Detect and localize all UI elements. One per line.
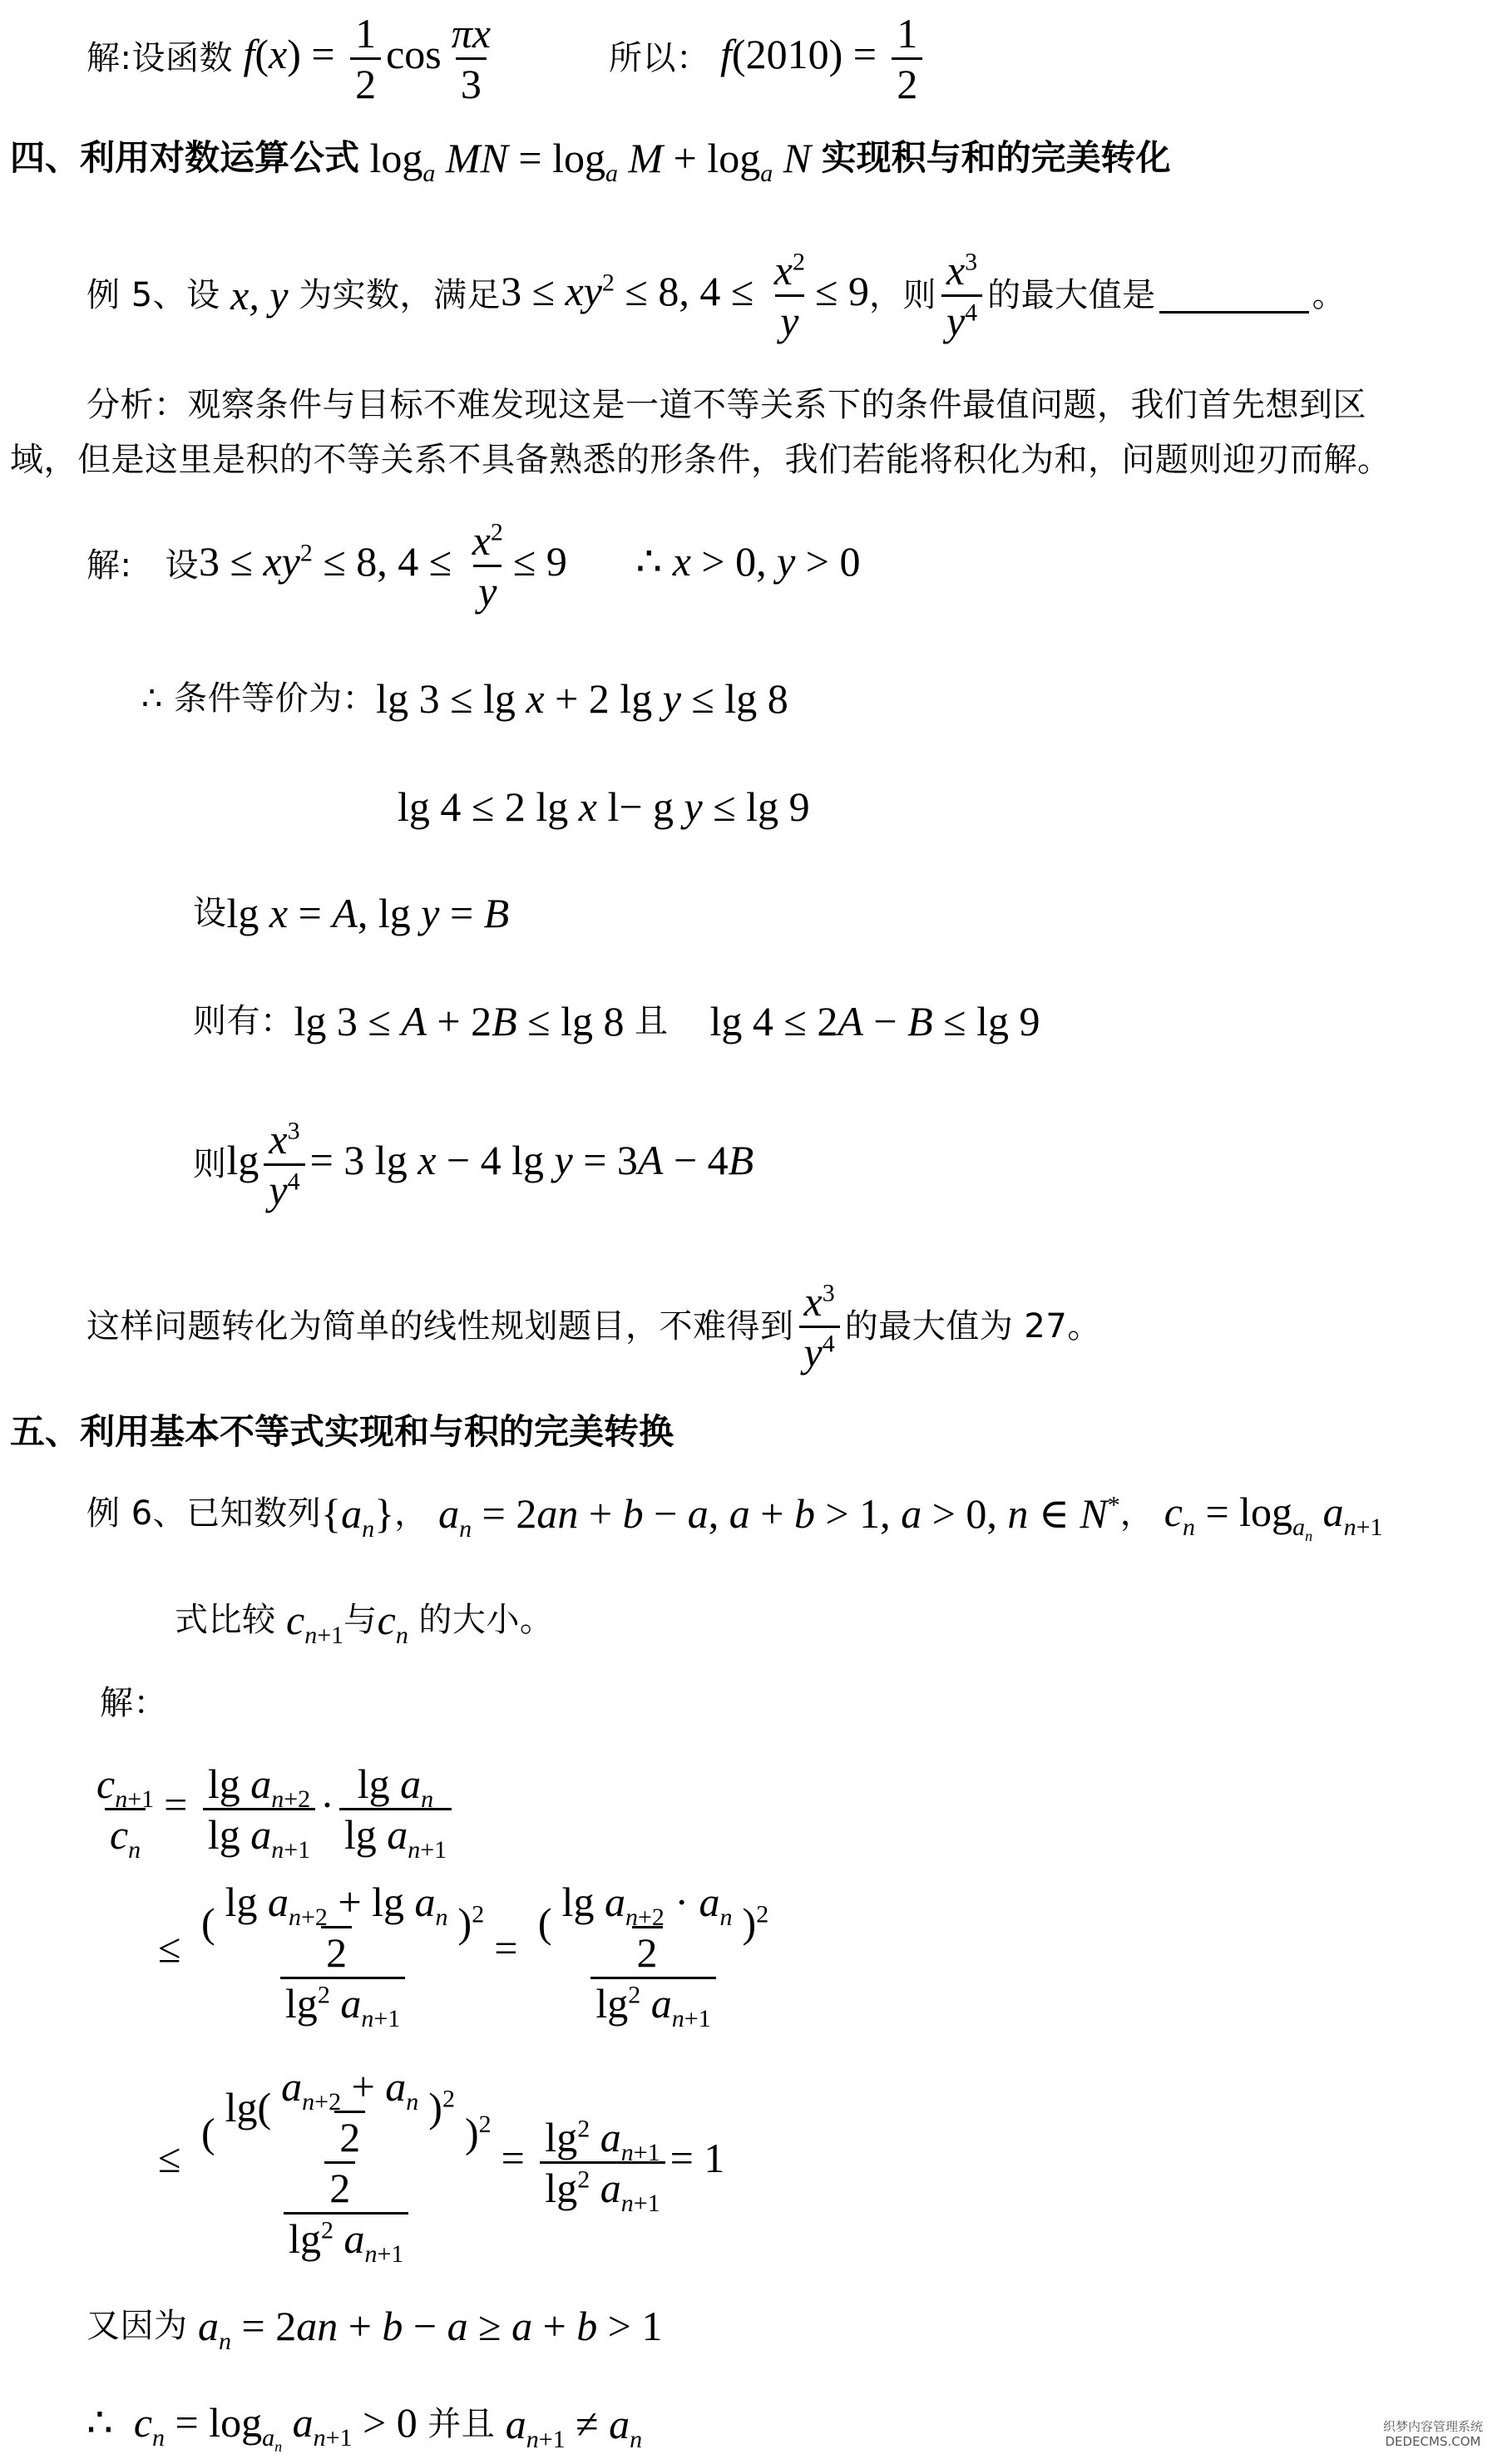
ex5-condition: $3 \le xy^2 \le 8$, 4 ≤ $\frac{x^2}{y}$ ≤ 9 — [501, 246, 869, 344]
ex5-period: 。 — [1312, 276, 1346, 314]
formula-target-2: $\frac{x^3}{y^4}$ — [794, 1281, 845, 1373]
formula-ab-cond-1: lg 3 ≤ A + 2B ≤ lg 8 — [294, 998, 635, 1044]
solution-line-6 — [193, 1106, 754, 1222]
formula-sequence: $\{a_n\}$ — [321, 1490, 395, 1543]
inequality-line-1 — [158, 1869, 778, 2036]
formula-lg-cond-2: lg 4 ≤ 2 lg x l− g y ≤ lg 9 — [398, 783, 810, 830]
solution-line-4 — [193, 888, 509, 938]
solution-line-2 — [141, 674, 788, 723]
again-text: 又因为 — [86, 2307, 188, 2345]
ex5-text-2: ，则 — [868, 276, 936, 314]
line-1 — [86, 8, 927, 108]
formula-f2010: f(2010) = $\frac{1}{2}$ — [710, 12, 928, 105]
heading-section-5: 五、利用基本不等式实现和与积的完美转换 — [10, 1411, 674, 1452]
example-6 — [86, 1484, 1382, 1543]
formula-cn: $c_n$ — [377, 1597, 408, 1649]
sol-conclusion: 这样问题转化为简单的线性规划题目，不难得到 — [86, 1307, 794, 1346]
sol-equivalent: ∴ 条件等价为： — [141, 679, 377, 718]
sol-let: 设 — [165, 546, 199, 585]
analysis-line-2: 域，但是这里是积的不等关系不具备熟悉的形条件，我们若能将积化为和，问题则迎刃而解。 — [10, 441, 1391, 479]
inequality-line-2 — [158, 2054, 724, 2270]
formula-final-1: ∴ $c_n = \log_{a_n} a_{n+1} > 0$ — [86, 2399, 428, 2455]
formula-ratio: $\frac{c_{n+1}}{c_n}$ = $\frac{\lg a_{n+2}}{\lg a_{n+1}}$ · $\frac{\lg a_n}{\lg a_{n+1}}$ — [86, 1763, 457, 1855]
ex5-label: 例 5、设 — [86, 276, 220, 314]
ex5-text-3: 的最大值是 — [987, 276, 1156, 314]
final-and: 并且 — [427, 2405, 496, 2443]
ex6-label: 例 6、已知数列 — [86, 1494, 322, 1533]
ex6-size: 的大小。 — [418, 1601, 554, 1639]
heading-section-4 — [10, 133, 1171, 187]
watermark-logo: 织梦内容管理系统 DEDECMS.COM — [1382, 2419, 1483, 2449]
ratio-line — [86, 1750, 457, 1867]
formula-f-def: f(x) = $\frac{1}{2}$ cos $\frac{\pi x}{3}$ — [243, 9, 492, 107]
sol-then: 则 — [193, 1145, 227, 1183]
ex6-comma-1: ， — [394, 1494, 428, 1533]
ex5-vars: x, y — [220, 272, 299, 318]
formula-cn1: $c_{n+1}$ — [286, 1597, 344, 1649]
solution-line-3 — [398, 782, 810, 832]
ex6-solution-label: 解： — [100, 1683, 167, 1722]
text-let-function: 解:设函数 — [86, 39, 233, 77]
formula-ab-cond-2: lg 4 ≤ 2A − B ≤ lg 9 — [709, 998, 1040, 1044]
sol-substitute: 设 — [193, 894, 227, 932]
example-6-line-2 — [175, 1595, 554, 1649]
formula-lg-cond-1: lg 3 ≤ lg x + 2 lg y ≤ lg 8 — [376, 675, 788, 722]
formula-log-product: $\log_a$ MN = $\log_a M + \log_a N$ — [359, 135, 812, 187]
solution-line-5 — [193, 996, 1040, 1046]
solution-line-7 — [86, 1268, 1101, 1385]
formula-an-def: $a_n = 2an + b - a$, a + b > 1, a > 0, n ∈ N* — [438, 1490, 1120, 1543]
formula-cn-def: $c_n = \log_{a_n} a_{n+1}$ — [1164, 1489, 1383, 1544]
formula-final-2: $a_{n+1} \ne a_n$ — [505, 2401, 643, 2453]
formula-substitution: lg x = A, lg y = B — [226, 890, 510, 936]
formula-target-lg: lg $\frac{x^3}{y^4}$ = 3 lg x − 4 lg y = 3A − 4B — [226, 1115, 754, 1213]
ex6-and: 与 — [343, 1601, 378, 1639]
answer-blank — [1159, 278, 1309, 314]
sol-then-have: 则有： — [193, 1002, 294, 1040]
text-therefore: 所以： — [609, 39, 710, 77]
example-5 — [86, 237, 1346, 353]
formula-am-gm-2: ≤ ( lg( $\frac{a_{n+2} + a_n}{2}$ )$^2$ 2 )$^2$ $\lg^2 a_{n+1}$ = $\frac{\lg^2 a_{n+1}}{\lg^2 a_{n+1}}$ = 1 — [158, 2062, 725, 2268]
heading-4-text: 四、利用对数运算公式 — [10, 137, 360, 178]
formula-an-bound: $a_n = 2an + b - a \ge a + b > 1$ — [198, 2303, 663, 2355]
sol-and: 且 — [634, 1002, 669, 1040]
final-line — [86, 2395, 642, 2453]
heading-4-text-2: 实现积与和的完美转化 — [821, 137, 1171, 178]
analysis-line-1: 分析：观察条件与目标不难发现这是一道不等关系下的条件最值问题，我们首先想到区 — [86, 386, 1366, 424]
sol-max-value: 的最大值为 27。 — [844, 1307, 1101, 1346]
ex6-comma-2: ， — [1119, 1494, 1154, 1533]
ex5-text-1: 为实数，满足 — [299, 276, 502, 314]
solution-line-1 — [86, 507, 861, 624]
again-line — [86, 2297, 662, 2355]
formula-am-gm-1: ≤ ( $\frac{\lg a_{n+2} + \lg a_n}{2}$ )$^2$ $\lg^2 a_{n+1}$ = ( $\frac{\lg a_{n+2} \cdot a_n}{2}$ )$^2$ $\lg^2 a_{n+1}$ — [158, 1879, 769, 2032]
ex6-compare: 式比较 — [175, 1601, 276, 1639]
sol-label: 解: — [86, 546, 132, 585]
ex5-target: $\frac{x^3}{y^4}$ — [936, 249, 987, 342]
sol-condition: $3 \le xy^2 \le 8$, 4 ≤ $\frac{x^2}{y}$ ≤ 9 ∴ x > 0, y > 0 — [198, 516, 861, 615]
